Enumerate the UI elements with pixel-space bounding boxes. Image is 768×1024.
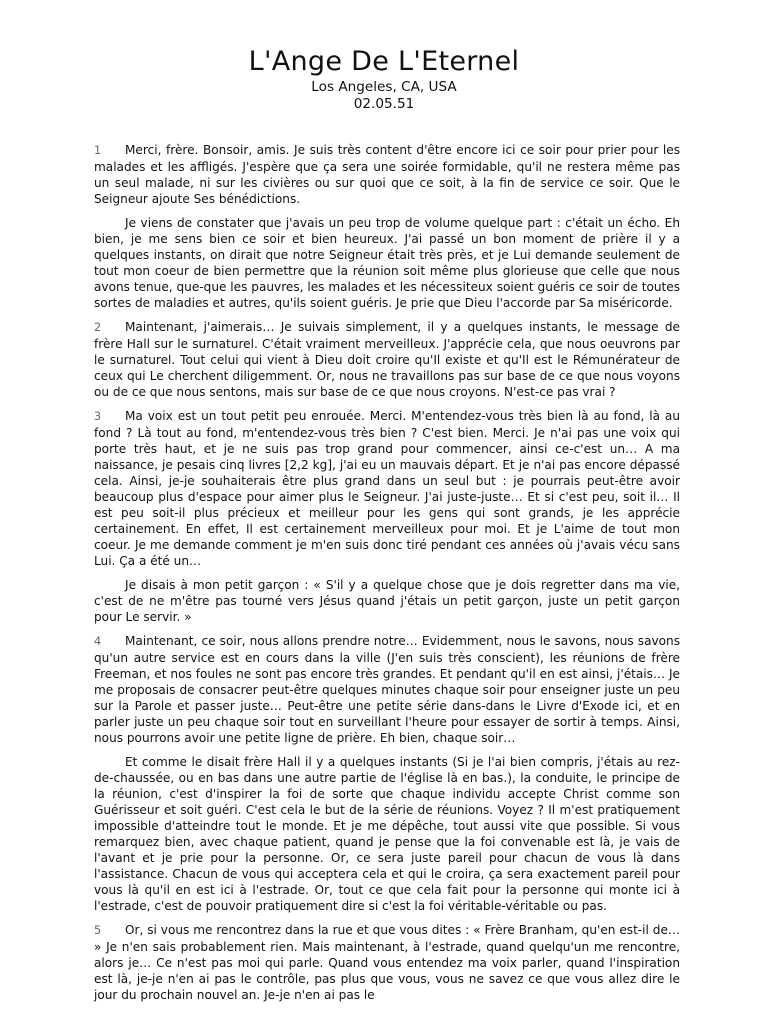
paragraph (94, 754, 680, 914)
sermon-date: 02.05.51 (353, 96, 415, 112)
paragraph (94, 215, 680, 311)
paragraph-text: Or, si vous me rencontrez dans la rue et que vous dites : « Frère Branham, qu'en est-il de… » Je n'en sais probablement rien. Mais maintenant, à l'estrade, quand quelqu'un me rencontre, alors je… Ce n'est pas moi qui parle. Quand vous entendez ma voix parler, quand l'inspiration est là, je-je n'en ai pas le contrôle, pas plus que vous, vous ne savez ce que vous allez dire le jour du prochain nouvel an. Je-je n'en ai pas le (94, 923, 680, 1002)
paragraph (94, 319, 680, 400)
page-title: L'Ange De L'Eternel (248, 46, 520, 77)
paragraph (94, 142, 680, 207)
paragraph-number: 5 (94, 924, 102, 937)
paragraph-number: 1 (94, 144, 102, 157)
paragraph-number: 4 (94, 635, 102, 648)
paragraph-text: Merci, frère. Bonsoir, amis. Je suis très content d'être encore ici ce soir pour prier pour les malades et les affligés. J'espère que ça sera une soirée formidable, qu'il ne restera même pas un seul malade, ni sur les civières ou sur quoi que ce soit, à la fin de service ce soir. Que le Seigneur ajoute Ses bénédictions. (94, 143, 680, 206)
paragraph (94, 577, 680, 625)
paragraph-text: Ma voix est un tout petit peu enrouée. Merci. M'entendez-vous très bien là au fond, là au fond ? Là tout au fond, m'entendez-vous très bien ? C'est bien. Merci. Je n'ai pas une voix qui porte très haut, et je ne suis pas trop grand pour commencer, ainsi ce-c'est un… A ma naissance, je pesais cinq livres [2,2 kg], j'ai eu un mauvais départ. Et je n'ai pas encore dépassé cela. Ainsi, je-je souhaiterais être plus grand dans un seul but : je pourrais peut-être avoir beaucoup plus d'espace pour aimer plus le Seigneur. J'ai juste-juste… Et si c'est peu, soit il… Il est peu soit-il plus précieux et meilleur pour les gens qui sont grands, je les apprécie certainement. En effet, Il est certainement merveilleux pour moi. Et je L'aime de tout mon coeur. Je me demande comment je m'en suis donc tiré pendant ces années où j'avais vécu sans Lui. Ça a été un… (94, 409, 680, 568)
paragraph-text: Maintenant, ce soir, nous allons prendre notre… Evidemment, nous le savons, nous savons qu'un autre service est en cours dans la ville (J'en suis très conscient), les réunions de frère Freeman, et nos foules ne sont pas encore très grandes. Et pendant qu'il en est ainsi, j'étais… Je me proposais de consacrer peut-être quelques minutes chaque soir pour enseigner juste un peu sur la Parole et passer juste… Peut-être une petite série dans-dans le Livre d'Exode ici, et en parler juste un peu chaque soir tout en surveillant l'heure pour essayer de sortir à temps. Ainsi, nous pourrons avoir une petite ligne de prière. Eh bien, chaque soir… (94, 634, 680, 745)
paragraph-text: Et comme le disait frère Hall il y a quelques instants (Si je l'ai bien compris, j'étais au rez-de-chaussée, ou en bas dans une autre partie de l'église là en bas.), la conduite, le principe de la réunion, c'est d'inspirer la foi de sorte que chaque individu accepte Christ comme son Guérisseur et soit guéri. C'est cela le but de la série de réunions. Voyez ? Il m'est pratiquement impossible d'atteindre tout le monde. Et je me dépêche, tout aussi vite que possible. Si vous remarquez bien, avec chaque patient, quand je pense que la foi convenable est là, je vais de l'avant et je prie pour la personne. Or, ce sera juste pareil pour chacun de vous là dans l'assistance. Chacun de vous qui acceptera cela et qui le croira, ça sera exactement pareil pour vous là qu'il en est ici à l'estrade. Or, tout ce que cela fait pour la personne qui monte ici à l'estrade, c'est de pouvoir pratiquement dire si c'est la foi véritable-véritable ou pas. (94, 755, 680, 913)
paragraph (94, 408, 680, 569)
paragraph-text: Je viens de constater que j'avais un peu trop de volume quelque part : c'était un écho. Eh bien, je me sens bien ce soir et bien heureux. J'ai passé un bon moment de prière il y a quelques instants, on dirait que notre Seigneur était très près, et je Lui demande seulement de tout mon coeur de bien permettre que la réunion soit même plus glorieuse que celle que nous avons tenue, que-que les pauvres, les malades et les nécessiteux soient guéris ce soir de toutes sortes de maladies et autres, qu'ils soient guéris. Je prie que Dieu l'accorde par Sa miséricorde. (94, 216, 680, 310)
paragraph-text: Je disais à mon petit garçon : « S'il y a quelque chose que je dois regretter dans ma vie, c'est de ne m'être pas tourné vers Jésus quand j'étais un petit garçon, juste un petit garçon pour Le servir. » (94, 578, 680, 624)
document-header (0, 0, 768, 113)
paragraph (94, 922, 680, 1003)
paragraph-number: 2 (94, 321, 102, 334)
sermon-location: Los Angeles, CA, USA (311, 79, 457, 95)
document-body (94, 142, 680, 1011)
paragraph-text: Maintenant, j'aimerais… Je suivais simplement, il y a quelques instants, le message de frère Hall sur le surnaturel. C'était vraiment merveilleux. J'apprécie cela, que nous oeuvrons par le surnaturel. Tout celui qui vient à Dieu doit croire qu'Il existe et qu'Il est le Rémunérateur de ceux qui Le cherchent diligemment. Or, nous ne travaillons pas sur base de ce que nous voyons ou de ce que nous sentons, mais sur base de ce que nous croyons. N'est-ce pas vrai ? (94, 320, 680, 399)
paragraph (94, 633, 680, 746)
paragraph-number: 3 (94, 410, 102, 423)
